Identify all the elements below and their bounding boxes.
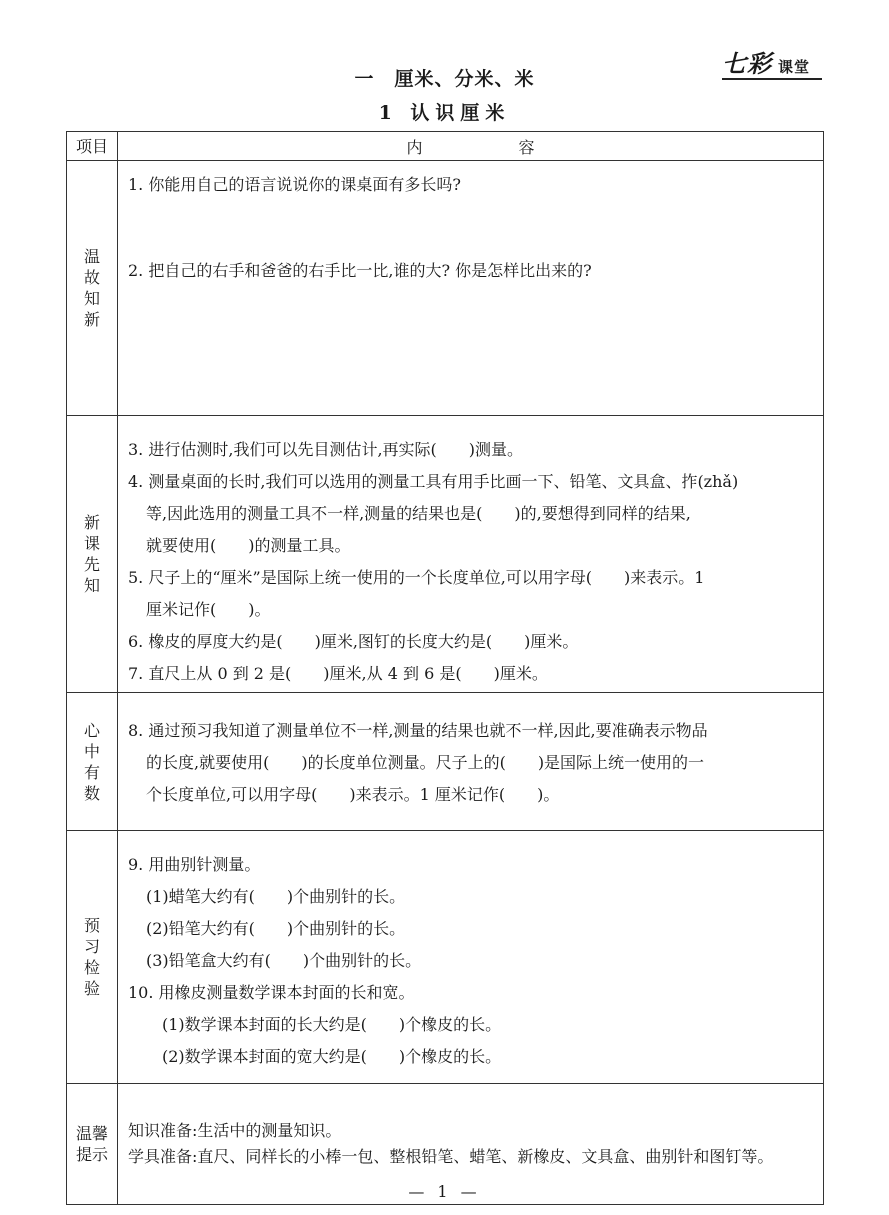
question-10-part-1: (1)数学课本封面的长大约是( )个橡皮的长。: [162, 1015, 502, 1034]
section-label-check: [67, 831, 118, 1084]
table-header-row: [67, 132, 824, 161]
question-10-part-2: (2)数学课本封面的宽大约是( )个橡皮的长。: [162, 1047, 502, 1066]
section-check: [67, 831, 824, 1084]
question-5-line-2: 厘米记作( )。: [146, 600, 271, 619]
page-number: — 1 —: [408, 1182, 481, 1201]
header-item: 项目: [67, 132, 118, 161]
logo-sub-text: 课堂: [778, 58, 811, 76]
question-9-part-3: (3)铅笔盒大约有( )个曲别针的长。: [146, 951, 422, 970]
section-label-understanding: [67, 693, 118, 831]
section-label-review: [67, 161, 118, 416]
question-4-line-3: 就要使用( )的测量工具。: [146, 536, 351, 555]
logo-main-text: 七彩: [722, 49, 772, 78]
question-9-part-1: (1)蜡笔大约有( )个曲别针的长。: [146, 887, 406, 906]
question-10: 10. 用橡皮测量数学课本封面的长和宽。: [128, 983, 415, 1002]
question-8-line-2: 的长度,就要使用( )的长度单位测量。尺子上的( )是国际上统一使用的一: [146, 753, 705, 772]
question-8-line-3: 个长度单位,可以用字母( )来表示。1 厘米记作( )。: [146, 785, 560, 804]
chapter-title: 一 厘米、分米、米: [354, 68, 535, 90]
question-4-line-1: 4. 测量桌面的长时,我们可以选用的测量工具有用手比画一下、铅笔、文具盒、拃(zhǎ): [128, 472, 739, 491]
question-3: 3. 进行估测时,我们可以先目测估计,再实际( )测量。: [128, 440, 524, 459]
section-understanding: [67, 693, 824, 831]
section-review: [67, 161, 824, 416]
section-label-text: 心中有数: [83, 720, 100, 803]
section-label-text: 温故知新: [83, 247, 100, 329]
question-4-line-2: 等,因此选用的测量工具不一样,测量的结果也是( )的,要想得到同样的结果,: [146, 504, 691, 523]
section-label-text: 预习检验: [83, 916, 100, 998]
question-5-line-1: 5. 尺子上的“厘米”是国际上统一使用的一个长度单位,可以用字母( )来表示。1: [128, 568, 705, 587]
question-9: 9. 用曲别针测量。: [128, 855, 261, 874]
section-content-preview: [118, 416, 824, 693]
question-6: 6. 橡皮的厚度大约是( )厘米,图钉的长度大约是( )厘米。: [128, 632, 579, 651]
section-content-review: [118, 161, 824, 416]
section-label-preview: [67, 416, 118, 693]
question-1: 1. 你能用自己的语言说说你的课桌面有多长吗?: [128, 175, 461, 194]
section-content-check: [118, 831, 824, 1084]
section-content-understanding: [118, 693, 824, 831]
question-2: 2. 把自己的右手和爸爸的右手比一比,谁的大? 你是怎样比出来的?: [128, 261, 592, 280]
worksheet-table: [66, 131, 824, 1205]
lesson-title: 1 认识厘米: [378, 102, 511, 124]
tip-knowledge: 知识准备:生活中的测量知识。: [128, 1121, 342, 1140]
question-9-part-2: (2)铅笔大约有( )个曲别针的长。: [146, 919, 406, 938]
section-preview: [67, 416, 824, 693]
tip-tools: 学具准备:直尺、同样长的小棒一包、整根铅笔、蜡笔、新橡皮、文具盒、曲别针和图钉等。: [128, 1147, 774, 1166]
question-7: 7. 直尺上从 0 到 2 是( )厘米,从 4 到 6 是( )厘米。: [128, 664, 548, 683]
section-label-text: 新课先知: [83, 513, 100, 595]
header-content: 内 容: [118, 132, 824, 161]
section-label-text: 温馨提示: [75, 1124, 108, 1164]
question-8-line-1: 8. 通过预习我知道了测量单位不一样,测量的结果也就不一样,因此,要准确表示物品: [128, 721, 708, 740]
